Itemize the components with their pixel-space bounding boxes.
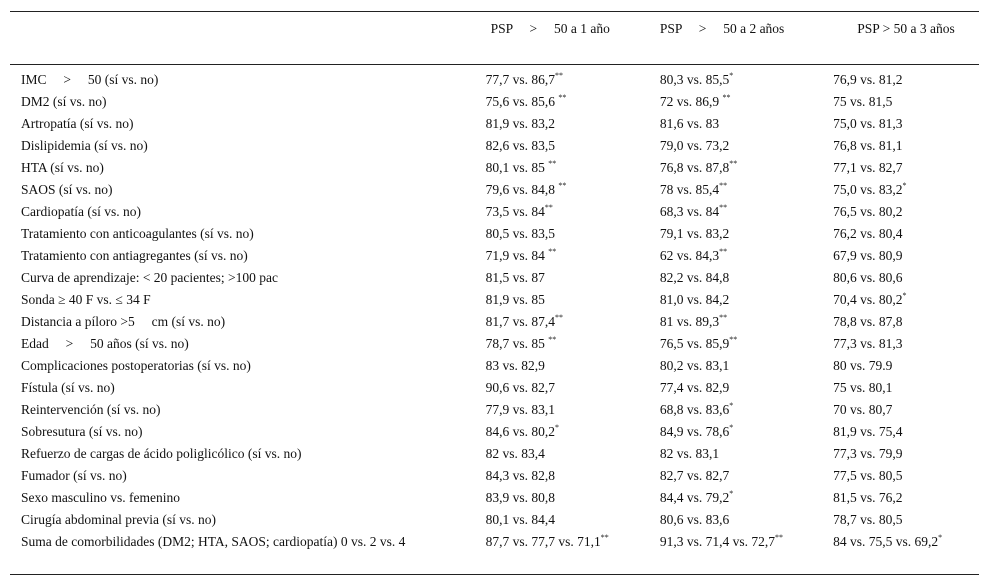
value-cell-year-2 xyxy=(660,113,833,135)
value-text: 76,9 vs. 81,2 xyxy=(833,72,903,87)
row-label-text: Cirugía abdominal previa (sí vs. no) xyxy=(21,512,216,527)
row-label xyxy=(10,201,486,223)
significance-marker: ** xyxy=(719,203,728,212)
table-row xyxy=(10,377,979,399)
value-text: 84,3 vs. 82,8 xyxy=(485,468,556,483)
value-cell-year-1 xyxy=(486,399,660,421)
row-label-text: Distancia a píloro >5 cm (sí vs. no) xyxy=(21,314,226,329)
value-cell-year-1 xyxy=(486,443,660,465)
value-cell-year-2 xyxy=(660,443,833,465)
value-text: 83,9 vs. 80,8 xyxy=(485,490,556,505)
value-cell-year-2 xyxy=(660,289,833,311)
row-label-text: Reintervención (sí vs. no) xyxy=(21,402,161,417)
table-row xyxy=(10,333,979,355)
value-cell-year-3 xyxy=(833,223,979,245)
value-cell-year-1 xyxy=(486,311,660,333)
value-cell-year-3 xyxy=(833,465,979,487)
row-label xyxy=(10,421,486,443)
value-cell-year-2 xyxy=(660,157,833,179)
row-label xyxy=(10,509,486,531)
value-text: 81,7 vs. 87,4 xyxy=(485,314,556,329)
value-cell-year-3 xyxy=(833,399,979,421)
header-year-3: PSP > 50 a 3 años xyxy=(857,21,955,36)
significance-marker: ** xyxy=(729,159,738,168)
value-text: 75,0 vs. 81,3 xyxy=(833,116,903,131)
value-cell-year-3 xyxy=(833,421,979,443)
value-text: 79,6 vs. 84,8 xyxy=(485,182,559,197)
row-label-text: Dislipidemia (sí vs. no) xyxy=(21,138,148,153)
significance-marker: ** xyxy=(558,93,567,102)
table-row xyxy=(10,443,979,465)
value-text: 80,6 vs. 80,6 xyxy=(833,270,903,285)
value-text: 81 vs. 89,3 xyxy=(659,314,720,329)
value-cell-year-1 xyxy=(486,179,660,201)
table-row xyxy=(10,91,979,113)
row-label-text: Curva de aprendizaje: < 20 pacientes; >100 pac xyxy=(21,270,279,285)
value-text: 78 vs. 85,4 xyxy=(659,182,720,197)
value-text: 84,6 vs. 80,2 xyxy=(485,424,556,439)
value-text: 67,9 vs. 80,9 xyxy=(833,248,903,263)
value-cell-year-2 xyxy=(660,509,833,531)
row-label xyxy=(10,289,486,311)
value-cell-year-3 xyxy=(833,113,979,135)
value-cell-year-1 xyxy=(486,509,660,531)
value-text: 68,3 vs. 84 xyxy=(659,204,720,219)
value-text: 82 vs. 83,4 xyxy=(485,446,545,461)
value-cell-year-3 xyxy=(833,201,979,223)
row-label xyxy=(10,465,486,487)
value-cell-year-2 xyxy=(660,223,833,245)
value-cell-year-3 xyxy=(833,91,979,113)
value-text: 78,8 vs. 87,8 xyxy=(833,314,903,329)
value-text: 78,7 vs. 85 xyxy=(485,336,549,351)
value-text: 81,9 vs. 85 xyxy=(485,292,545,307)
value-text: 76,2 vs. 80,4 xyxy=(833,226,903,241)
value-text: 80,3 vs. 85,5 xyxy=(659,72,730,87)
value-cell-year-3 xyxy=(833,377,979,399)
table-row xyxy=(10,531,979,575)
row-label xyxy=(10,311,486,333)
table-row xyxy=(10,421,979,443)
significance-marker: * xyxy=(729,401,734,410)
value-text: 81,0 vs. 84,2 xyxy=(659,292,730,307)
significance-marker: ** xyxy=(558,181,567,190)
value-cell-year-3 xyxy=(833,509,979,531)
value-text: 68,8 vs. 83,6 xyxy=(659,402,730,417)
value-text: 82,2 vs. 84,8 xyxy=(659,270,730,285)
table-row xyxy=(10,465,979,487)
value-cell-year-3 xyxy=(833,267,979,289)
value-cell-year-1 xyxy=(486,531,660,575)
significance-marker: * xyxy=(555,423,560,432)
value-text: 91,3 vs. 71,4 vs. 72,7 xyxy=(659,534,775,549)
significance-marker: ** xyxy=(548,335,557,344)
row-label-text: SAOS (sí vs. no) xyxy=(21,182,113,197)
significance-marker: ** xyxy=(719,313,728,322)
row-label-text: Fístula (sí vs. no) xyxy=(21,380,115,395)
row-label xyxy=(10,135,486,157)
value-text: 62 vs. 84,3 xyxy=(659,248,720,263)
value-text: 84 vs. 75,5 vs. 69,2 xyxy=(833,534,939,549)
value-cell-year-3 xyxy=(833,311,979,333)
row-label xyxy=(10,267,486,289)
row-label xyxy=(10,399,486,421)
value-cell-year-1 xyxy=(486,377,660,399)
value-text: 75,6 vs. 85,6 xyxy=(485,94,559,109)
value-cell-year-3 xyxy=(833,487,979,509)
row-label xyxy=(10,377,486,399)
significance-marker: * xyxy=(938,533,943,542)
table-row xyxy=(10,157,979,179)
value-text: 80,6 vs. 83,6 xyxy=(659,512,730,527)
row-label xyxy=(10,65,486,92)
value-text: 76,5 vs. 80,2 xyxy=(833,204,903,219)
value-cell-year-2 xyxy=(660,91,833,113)
row-label-text: Tratamiento con antiagregantes (sí vs. no) xyxy=(21,248,248,263)
value-text: 77,7 vs. 86,7 xyxy=(485,72,556,87)
value-text: 79,0 vs. 73,2 xyxy=(659,138,730,153)
table-row xyxy=(10,245,979,267)
significance-marker: * xyxy=(729,489,734,498)
significance-marker: * xyxy=(902,291,907,300)
value-cell-year-1 xyxy=(486,113,660,135)
value-cell-year-1 xyxy=(486,487,660,509)
results-table xyxy=(10,11,979,575)
header-year-2: PSP > 50 a 2 años xyxy=(659,21,785,36)
value-text: 73,5 vs. 84 xyxy=(485,204,545,219)
value-text: 77,3 vs. 81,3 xyxy=(833,336,903,351)
value-cell-year-1 xyxy=(486,223,660,245)
value-text: 77,1 vs. 82,7 xyxy=(833,160,903,175)
row-label-text: Suma de comorbilidades (DM2; HTA, SAOS; cardiopatía) 0 vs. 2 vs. 4 xyxy=(21,534,406,549)
value-text: 76,5 vs. 85,9 xyxy=(659,336,730,351)
table-row xyxy=(10,289,979,311)
value-cell-year-2 xyxy=(660,531,833,575)
header-row xyxy=(10,12,979,65)
table-body xyxy=(10,65,979,575)
row-label xyxy=(10,157,486,179)
value-cell-year-3 xyxy=(833,333,979,355)
row-label xyxy=(10,223,486,245)
value-text: 70 vs. 80,7 xyxy=(833,402,893,417)
significance-marker: ** xyxy=(719,247,728,256)
value-text: 80,2 vs. 83,1 xyxy=(659,358,730,373)
value-text: 76,8 vs. 87,8 xyxy=(659,160,730,175)
value-text: 80,1 vs. 85 xyxy=(485,160,549,175)
value-text: 81,5 vs. 76,2 xyxy=(833,490,903,505)
row-label xyxy=(10,179,486,201)
value-cell-year-1 xyxy=(486,355,660,377)
value-cell-year-3 xyxy=(833,245,979,267)
row-label xyxy=(10,113,486,135)
table-row xyxy=(10,487,979,509)
value-text: 77,3 vs. 79,9 xyxy=(833,446,903,461)
significance-marker: * xyxy=(729,423,734,432)
value-cell-year-2 xyxy=(660,311,833,333)
table-row xyxy=(10,65,979,92)
header-year-1: PSP > 50 a 1 año xyxy=(490,21,610,36)
value-text: 83 vs. 82,9 xyxy=(485,358,545,373)
value-text: 70,4 vs. 80,2 xyxy=(833,292,903,307)
significance-marker: ** xyxy=(555,71,564,80)
value-cell-year-3 xyxy=(833,355,979,377)
row-label-text: Tratamiento con anticoagulantes (sí vs. no) xyxy=(21,226,254,241)
row-label-text: Sexo masculino vs. femenino xyxy=(21,490,180,505)
value-cell-year-3 xyxy=(833,179,979,201)
significance-marker: ** xyxy=(548,159,557,168)
table-row xyxy=(10,201,979,223)
row-label xyxy=(10,91,486,113)
row-label xyxy=(10,531,486,575)
table-row xyxy=(10,113,979,135)
value-text: 79,1 vs. 83,2 xyxy=(659,226,730,241)
value-cell-year-3 xyxy=(833,531,979,575)
table-header xyxy=(10,12,979,65)
table-row xyxy=(10,355,979,377)
significance-marker: ** xyxy=(719,181,728,190)
value-text: 81,5 vs. 87 xyxy=(485,270,545,285)
value-cell-year-2 xyxy=(660,245,833,267)
significance-marker: ** xyxy=(774,533,783,542)
row-label-text: Sobresutura (sí vs. no) xyxy=(21,424,143,439)
value-text: 75 vs. 81,5 xyxy=(833,94,893,109)
value-text: 75 vs. 80,1 xyxy=(833,380,893,395)
value-text: 81,9 vs. 83,2 xyxy=(485,116,556,131)
row-label-text: Artropatía (sí vs. no) xyxy=(21,116,134,131)
value-cell-year-2 xyxy=(660,333,833,355)
value-text: 80,1 vs. 84,4 xyxy=(485,512,556,527)
value-cell-year-2 xyxy=(660,421,833,443)
results-table-container xyxy=(10,11,979,575)
value-cell-year-3 xyxy=(833,157,979,179)
value-cell-year-1 xyxy=(486,465,660,487)
table-row xyxy=(10,509,979,531)
table-row xyxy=(10,179,979,201)
significance-marker: * xyxy=(902,181,907,190)
value-text: 84,9 vs. 78,6 xyxy=(659,424,730,439)
significance-marker: ** xyxy=(548,247,557,256)
row-label-text: Sonda ≥ 40 F vs. ≤ 34 F xyxy=(21,292,151,307)
value-cell-year-2 xyxy=(660,465,833,487)
value-cell-year-2 xyxy=(660,487,833,509)
value-cell-year-3 xyxy=(833,443,979,465)
value-cell-year-1 xyxy=(486,289,660,311)
value-cell-year-2 xyxy=(660,267,833,289)
value-text: 87,7 vs. 77,7 vs. 71,1 xyxy=(485,534,601,549)
row-label-text: DM2 (sí vs. no) xyxy=(21,94,107,109)
row-label xyxy=(10,487,486,509)
row-label-text: HTA (sí vs. no) xyxy=(21,160,104,175)
value-text: 80,5 vs. 83,5 xyxy=(485,226,556,241)
value-text: 77,5 vs. 80,5 xyxy=(833,468,903,483)
row-label-text: Refuerzo de cargas de ácido poliglicólico (sí vs. no) xyxy=(21,446,302,461)
value-cell-year-1 xyxy=(486,421,660,443)
significance-marker: ** xyxy=(555,313,564,322)
value-cell-year-1 xyxy=(486,91,660,113)
value-cell-year-1 xyxy=(486,333,660,355)
table-row xyxy=(10,223,979,245)
value-cell-year-2 xyxy=(660,65,833,92)
value-cell-year-1 xyxy=(486,267,660,289)
value-cell-year-1 xyxy=(486,201,660,223)
value-cell-year-1 xyxy=(486,135,660,157)
table-row xyxy=(10,311,979,333)
row-label xyxy=(10,443,486,465)
value-cell-year-2 xyxy=(660,135,833,157)
value-text: 82,7 vs. 82,7 xyxy=(659,468,730,483)
value-cell-year-2 xyxy=(660,201,833,223)
value-cell-year-1 xyxy=(486,157,660,179)
significance-marker: ** xyxy=(729,335,738,344)
significance-marker: * xyxy=(729,71,734,80)
value-cell-year-2 xyxy=(660,399,833,421)
value-text: 76,8 vs. 81,1 xyxy=(833,138,903,153)
value-text: 77,4 vs. 82,9 xyxy=(659,380,730,395)
row-label xyxy=(10,333,486,355)
value-cell-year-2 xyxy=(660,355,833,377)
row-label-text: Cardiopatía (sí vs. no) xyxy=(21,204,141,219)
value-text: 75,0 vs. 83,2 xyxy=(833,182,903,197)
value-text: 71,9 vs. 84 xyxy=(485,248,549,263)
value-text: 82 vs. 83,1 xyxy=(659,446,720,461)
value-text: 81,6 vs. 83 xyxy=(659,116,720,131)
header-empty xyxy=(10,12,486,65)
significance-marker: ** xyxy=(722,93,731,102)
value-cell-year-3 xyxy=(833,65,979,92)
row-label-text: Edad > 50 años (sí vs. no) xyxy=(21,336,189,351)
row-label xyxy=(10,245,486,267)
table-row xyxy=(10,399,979,421)
value-text: 77,9 vs. 83,1 xyxy=(485,402,556,417)
value-cell-year-1 xyxy=(486,65,660,92)
value-cell-year-2 xyxy=(660,377,833,399)
table-row xyxy=(10,267,979,289)
value-text: 90,6 vs. 82,7 xyxy=(485,380,556,395)
significance-marker: ** xyxy=(544,203,553,212)
significance-marker: ** xyxy=(600,533,609,542)
value-text: 84,4 vs. 79,2 xyxy=(659,490,730,505)
value-text: 72 vs. 86,9 xyxy=(659,94,723,109)
value-text: 78,7 vs. 80,5 xyxy=(833,512,903,527)
row-label-text: Fumador (sí vs. no) xyxy=(21,468,127,483)
row-label xyxy=(10,355,486,377)
value-text: 82,6 vs. 83,5 xyxy=(485,138,556,153)
value-cell-year-3 xyxy=(833,135,979,157)
table-row xyxy=(10,135,979,157)
value-text: 80 vs. 79.9 xyxy=(833,358,893,373)
row-label-text: IMC > 50 (sí vs. no) xyxy=(21,72,159,87)
value-cell-year-3 xyxy=(833,289,979,311)
value-cell-year-1 xyxy=(486,245,660,267)
value-text: 81,9 vs. 75,4 xyxy=(833,424,903,439)
value-cell-year-2 xyxy=(660,179,833,201)
row-label-text: Complicaciones postoperatorias (sí vs. no) xyxy=(21,358,251,373)
